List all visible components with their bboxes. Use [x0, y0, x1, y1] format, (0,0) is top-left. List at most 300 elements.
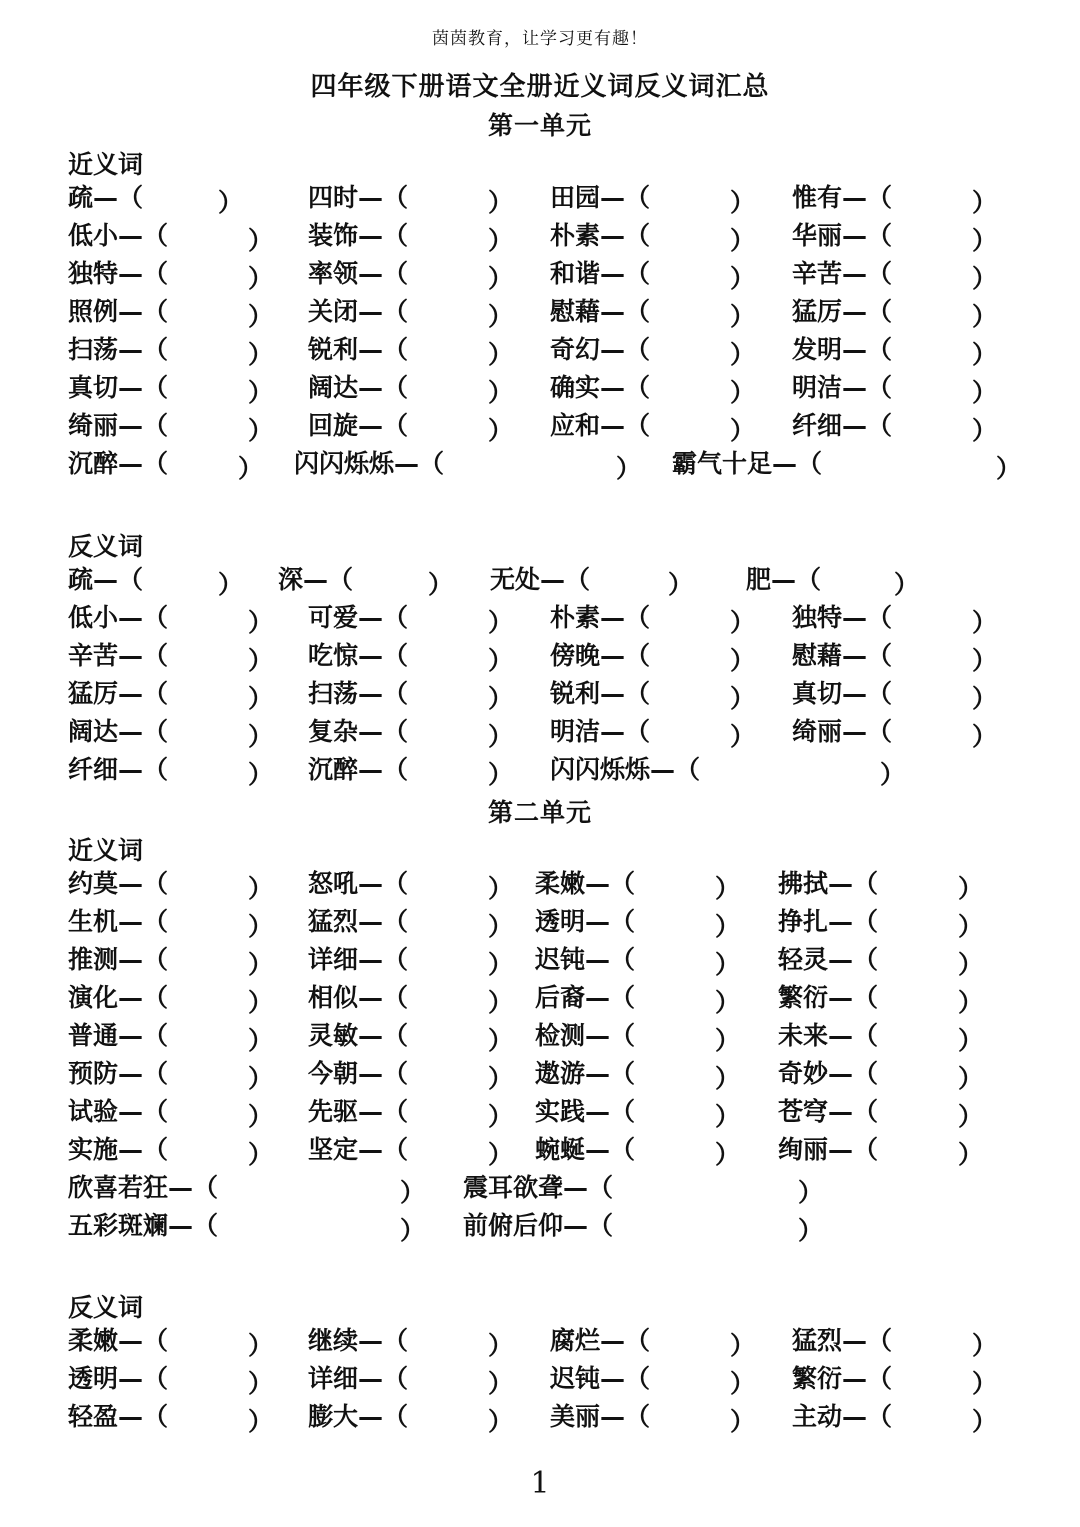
answer-blank-close[interactable]: ） [488, 608, 514, 637]
answer-blank-close[interactable]: ） [428, 570, 454, 599]
word-item [68, 907, 168, 937]
word-item [308, 1326, 408, 1356]
answer-blank-close[interactable]: ） [730, 1407, 756, 1436]
answer-blank-close[interactable]: ） [488, 760, 514, 789]
answer-blank-close[interactable]: ） [730, 1331, 756, 1360]
word-prompt: 绮丽—（ [68, 411, 169, 440]
answer-blank-close[interactable]: ） [248, 1064, 274, 1093]
word-item [308, 259, 408, 289]
answer-blank-close[interactable]: ） [400, 1178, 426, 1207]
answer-blank-close[interactable]: ） [715, 988, 741, 1017]
word-row [68, 755, 1028, 793]
word-prompt: 奇幻—（ [550, 335, 651, 364]
section-label: 反义词 [68, 532, 144, 561]
answer-blank-close[interactable]: ） [730, 684, 756, 713]
word-item [792, 411, 892, 441]
answer-blank-close[interactable]: ） [958, 1026, 984, 1055]
word-item [308, 297, 408, 327]
answer-blank-close[interactable]: ） [488, 340, 514, 369]
word-row [68, 679, 1028, 717]
answer-blank-close[interactable]: ） [488, 416, 514, 445]
header-slogan: 茵茵教育，让学习更有趣！ [432, 29, 648, 49]
word-item [68, 1097, 168, 1127]
word-prompt: 锐利—（ [550, 679, 651, 708]
word-prompt: 独特—（ [68, 259, 169, 288]
word-item [550, 641, 650, 671]
word-item [294, 449, 444, 479]
answer-blank-close[interactable]: ） [972, 1369, 998, 1398]
answer-blank-close[interactable]: ） [958, 874, 984, 903]
word-prompt: 真切—（ [68, 373, 169, 402]
answer-blank-close[interactable]: ） [248, 1026, 274, 1055]
word-item [68, 983, 168, 1013]
word-prompt: 沉醉—（ [308, 755, 409, 784]
word-item [308, 945, 408, 975]
word-item [308, 221, 408, 251]
word-prompt: 试验—（ [68, 1097, 169, 1126]
answer-blank-close[interactable]: ） [972, 340, 998, 369]
word-prompt: 慰藉—（ [550, 297, 651, 326]
word-prompt: 灵敏—（ [308, 1021, 409, 1050]
word-prompt: 纤细—（ [68, 755, 169, 784]
word-prompt: 坚定—（ [308, 1135, 409, 1164]
word-row [68, 907, 1028, 945]
answer-blank-close[interactable]: ） [798, 1178, 824, 1207]
word-item [68, 411, 168, 441]
word-prompt: 今朝—（ [308, 1059, 409, 1088]
answer-blank-close[interactable]: ） [730, 264, 756, 293]
word-row [68, 1135, 1028, 1173]
answer-blank-close[interactable]: ） [488, 1102, 514, 1131]
word-prompt: 迟钝—（ [550, 1364, 651, 1393]
answer-blank-close[interactable]: ） [894, 570, 920, 599]
answer-blank-close[interactable]: ） [730, 226, 756, 255]
word-row [68, 449, 1028, 487]
word-item [535, 945, 635, 975]
word-prompt: 遨游—（ [535, 1059, 636, 1088]
answer-blank-close[interactable]: ） [248, 416, 274, 445]
word-prompt: 猛烈—（ [792, 1326, 893, 1355]
word-item [792, 1402, 892, 1432]
word-item [308, 1135, 408, 1165]
word-prompt: 阔达—（ [308, 373, 409, 402]
answer-blank-close[interactable]: ） [248, 646, 274, 675]
word-prompt: 五彩斑斓—（ [68, 1211, 219, 1240]
word-row [68, 259, 1028, 297]
answer-blank-close[interactable]: ） [730, 722, 756, 751]
answer-blank-close[interactable]: ） [958, 950, 984, 979]
word-row [68, 1211, 1028, 1249]
word-prompt: 华丽—（ [792, 221, 893, 250]
word-prompt: 复杂—（ [308, 717, 409, 746]
word-prompt: 普通—（ [68, 1021, 169, 1050]
word-item [308, 983, 408, 1013]
answer-blank-close[interactable]: ） [248, 1331, 274, 1360]
word-prompt: 检测—（ [535, 1021, 636, 1050]
answer-blank-close[interactable]: ） [972, 188, 998, 217]
word-item [68, 221, 168, 251]
word-prompt: 详细—（ [308, 1364, 409, 1393]
word-row [68, 983, 1028, 1021]
answer-blank-close[interactable]: ） [488, 1140, 514, 1169]
word-item [68, 679, 168, 709]
unit-title: 第二单元 [487, 798, 592, 827]
word-prompt: 朴素—（ [550, 221, 651, 250]
word-prompt: 低小—（ [68, 221, 169, 250]
word-item [308, 907, 408, 937]
word-prompt: 相似—（ [308, 983, 409, 1012]
word-item [778, 983, 878, 1013]
answer-blank-close[interactable]: ） [730, 378, 756, 407]
word-item [68, 869, 168, 899]
answer-blank-close[interactable]: ） [958, 912, 984, 941]
answer-blank-close[interactable]: ） [488, 684, 514, 713]
word-item [463, 1211, 613, 1241]
word-item [68, 603, 168, 633]
answer-blank-close[interactable]: ） [730, 340, 756, 369]
word-prompt: 田园—（ [550, 183, 651, 212]
word-prompt: 惟有—（ [792, 183, 893, 212]
word-item [778, 1021, 878, 1051]
word-item [550, 297, 650, 327]
answer-blank-close[interactable]: ） [248, 264, 274, 293]
word-prompt: 苍穹—（ [778, 1097, 879, 1126]
answer-blank-close[interactable]: ） [488, 302, 514, 331]
answer-blank-close[interactable]: ） [715, 912, 741, 941]
word-prompt: 轻灵—（ [778, 945, 879, 974]
answer-blank-close[interactable]: ） [972, 1407, 998, 1436]
word-prompt: 傍晚—（ [550, 641, 651, 670]
answer-blank-close[interactable]: ） [972, 1331, 998, 1360]
word-item [550, 373, 650, 403]
word-item [550, 717, 650, 747]
unit-title: 第一单元 [487, 111, 592, 140]
word-item [308, 717, 408, 747]
word-item [308, 755, 408, 785]
answer-blank-close[interactable]: ） [715, 874, 741, 903]
word-item [68, 1326, 168, 1356]
word-item [68, 641, 168, 671]
answer-blank-close[interactable]: ） [972, 264, 998, 293]
word-prompt: 低小—（ [68, 603, 169, 632]
page-number: 1 [530, 1466, 550, 1501]
word-prompt: 四时—（ [308, 183, 409, 212]
answer-blank-close[interactable]: ） [248, 378, 274, 407]
word-prompt: 朴素—（ [550, 603, 651, 632]
word-item [550, 679, 650, 709]
word-item [68, 449, 168, 479]
word-prompt: 可爱—（ [308, 603, 409, 632]
word-row [68, 1059, 1028, 1097]
word-prompt: 约莫—（ [68, 869, 169, 898]
word-prompt: 挣扎—（ [778, 907, 879, 936]
word-item [68, 945, 168, 975]
word-prompt: 先驱—（ [308, 1097, 409, 1126]
answer-blank-close[interactable]: ） [218, 570, 244, 599]
word-item [778, 869, 878, 899]
word-item [550, 183, 650, 213]
word-row [68, 1326, 1028, 1364]
answer-blank-close[interactable]: ） [715, 1064, 741, 1093]
word-item [463, 1173, 613, 1203]
answer-blank-close[interactable]: ） [668, 570, 694, 599]
answer-blank-close[interactable]: ） [488, 1369, 514, 1398]
answer-blank-close[interactable]: ） [248, 912, 274, 941]
answer-blank-close[interactable]: ） [248, 722, 274, 751]
word-prompt: 关闭—（ [308, 297, 409, 326]
answer-blank-close[interactable]: ） [972, 608, 998, 637]
word-prompt: 奇妙—（ [778, 1059, 879, 1088]
word-prompt: 拂拭—（ [778, 869, 879, 898]
word-prompt: 继续—（ [308, 1326, 409, 1355]
answer-blank-close[interactable]: ） [488, 378, 514, 407]
answer-blank-close[interactable]: ） [972, 226, 998, 255]
answer-blank-close[interactable]: ） [488, 188, 514, 217]
answer-blank-close[interactable]: ） [248, 988, 274, 1017]
answer-blank-close[interactable]: ） [488, 226, 514, 255]
answer-blank-close[interactable]: ） [972, 302, 998, 331]
word-item [68, 183, 143, 213]
word-item [308, 1097, 408, 1127]
word-item [550, 603, 650, 633]
word-prompt: 后裔—（ [535, 983, 636, 1012]
word-row [68, 1402, 1028, 1440]
word-prompt: 震耳欲聋—（ [463, 1173, 614, 1202]
word-prompt: 繁衍—（ [792, 1364, 893, 1393]
answer-blank-close[interactable]: ） [488, 1026, 514, 1055]
word-item [778, 907, 878, 937]
word-prompt: 生机—（ [68, 907, 169, 936]
answer-blank-close[interactable]: ） [248, 1140, 274, 1169]
word-item [792, 1326, 892, 1356]
word-row [68, 183, 1028, 221]
word-row [68, 869, 1028, 907]
word-prompt: 透明—（ [68, 1364, 169, 1393]
answer-blank-close[interactable]: ） [730, 646, 756, 675]
answer-blank-close[interactable]: ） [715, 950, 741, 979]
answer-blank-close[interactable]: ） [798, 1216, 824, 1245]
word-row [68, 717, 1028, 755]
answer-blank-close[interactable]: ） [972, 416, 998, 445]
answer-blank-close[interactable]: ） [488, 722, 514, 751]
word-prompt: 闪闪烁烁—（ [294, 449, 445, 478]
word-prompt: 吃惊—（ [308, 641, 409, 670]
word-row [68, 411, 1028, 449]
word-item [792, 603, 892, 633]
word-item [68, 1211, 218, 1241]
word-prompt: 柔嫩—（ [68, 1326, 169, 1355]
answer-blank-close[interactable]: ） [248, 608, 274, 637]
word-item [792, 717, 892, 747]
word-prompt: 膨大—（ [308, 1402, 409, 1431]
word-row [68, 641, 1028, 679]
word-prompt: 美丽—（ [550, 1402, 651, 1431]
word-item [672, 449, 822, 479]
answer-blank-close[interactable]: ） [248, 1102, 274, 1131]
word-prompt: 详细—（ [308, 945, 409, 974]
word-prompt: 猛厉—（ [792, 297, 893, 326]
word-prompt: 慰藉—（ [792, 641, 893, 670]
word-prompt: 独特—（ [792, 603, 893, 632]
word-prompt: 率领—（ [308, 259, 409, 288]
answer-blank-close[interactable]: ） [218, 188, 244, 217]
answer-blank-close[interactable]: ） [248, 302, 274, 331]
word-row [68, 335, 1028, 373]
word-item [308, 1059, 408, 1089]
word-prompt: 无处—（ [490, 565, 591, 594]
answer-blank-close[interactable]: ） [488, 1331, 514, 1360]
answer-blank-close[interactable]: ） [958, 988, 984, 1017]
word-item [535, 1135, 635, 1165]
answer-blank-close[interactable]: ） [248, 874, 274, 903]
word-prompt: 实施—（ [68, 1135, 169, 1164]
word-prompt: 扫荡—（ [68, 335, 169, 364]
word-item [308, 183, 408, 213]
answer-blank-close[interactable]: ） [730, 302, 756, 331]
word-item [792, 221, 892, 251]
word-item [792, 373, 892, 403]
answer-blank-close[interactable]: ） [715, 1102, 741, 1131]
answer-blank-close[interactable]: ） [248, 950, 274, 979]
answer-blank-close[interactable]: ） [488, 988, 514, 1017]
word-item [68, 1173, 218, 1203]
word-prompt: 深—（ [278, 565, 354, 594]
word-prompt: 回旋—（ [308, 411, 409, 440]
word-item [68, 1021, 168, 1051]
word-item [68, 1364, 168, 1394]
word-row [68, 1173, 1028, 1211]
answer-blank-close[interactable]: ） [488, 646, 514, 675]
word-row [68, 1097, 1028, 1135]
answer-blank-close[interactable]: ） [972, 378, 998, 407]
answer-blank-close[interactable]: ） [880, 760, 906, 789]
answer-blank-close[interactable]: ） [248, 684, 274, 713]
word-prompt: 明洁—（ [792, 373, 893, 402]
word-prompt: 迟钝—（ [535, 945, 636, 974]
word-prompt: 预防—（ [68, 1059, 169, 1088]
answer-blank-close[interactable]: ） [248, 340, 274, 369]
answer-blank-close[interactable]: ） [616, 454, 642, 483]
word-row [68, 297, 1028, 335]
answer-blank-close[interactable]: ） [488, 1064, 514, 1093]
answer-blank-close[interactable]: ） [730, 188, 756, 217]
word-row [68, 945, 1028, 983]
word-prompt: 主动—（ [792, 1402, 893, 1431]
word-prompt: 腐烂—（ [550, 1326, 651, 1355]
word-item [308, 335, 408, 365]
answer-blank-close[interactable]: ） [730, 1369, 756, 1398]
word-prompt: 纤细—（ [792, 411, 893, 440]
answer-blank-close[interactable]: ） [972, 684, 998, 713]
section-label: 反义词 [68, 1293, 144, 1322]
answer-blank-close[interactable]: ） [715, 1140, 741, 1169]
word-item [535, 1059, 635, 1089]
answer-blank-close[interactable]: ） [248, 1369, 274, 1398]
word-prompt: 霸气十足—（ [672, 449, 823, 478]
word-prompt: 柔嫩—（ [535, 869, 636, 898]
answer-blank-close[interactable]: ） [972, 722, 998, 751]
answer-blank-close[interactable]: ） [715, 1026, 741, 1055]
word-item [490, 565, 590, 595]
word-item [535, 1021, 635, 1051]
section-label: 近义词 [68, 150, 144, 179]
answer-blank-close[interactable]: ） [248, 226, 274, 255]
answer-blank-close[interactable]: ） [730, 608, 756, 637]
word-prompt: 疏—（ [68, 565, 144, 594]
word-item [792, 1364, 892, 1394]
word-row [68, 373, 1028, 411]
answer-blank-close[interactable]: ） [238, 454, 264, 483]
word-item [550, 755, 700, 785]
word-item [550, 1402, 650, 1432]
word-prompt: 繁衍—（ [778, 983, 879, 1012]
word-item [792, 183, 892, 213]
word-item [535, 869, 635, 899]
word-item [792, 679, 892, 709]
answer-blank-close[interactable]: ） [488, 950, 514, 979]
word-row [68, 1364, 1028, 1402]
answer-blank-close[interactable]: ） [400, 1216, 426, 1245]
word-item [778, 1059, 878, 1089]
word-prompt: 和谐—（ [550, 259, 651, 288]
word-item [792, 641, 892, 671]
answer-blank-close[interactable]: ） [248, 1407, 274, 1436]
answer-blank-close[interactable]: ） [972, 646, 998, 675]
word-item [792, 335, 892, 365]
answer-blank-close[interactable]: ） [248, 760, 274, 789]
word-prompt: 辛苦—（ [792, 259, 893, 288]
word-prompt: 实践—（ [535, 1097, 636, 1126]
word-row [68, 221, 1028, 259]
word-item [778, 945, 878, 975]
word-prompt: 沉醉—（ [68, 449, 169, 478]
word-prompt: 照例—（ [68, 297, 169, 326]
answer-blank-close[interactable]: ） [488, 264, 514, 293]
word-prompt: 演化—（ [68, 983, 169, 1012]
word-row [68, 603, 1028, 641]
word-item [68, 373, 168, 403]
word-prompt: 轻盈—（ [68, 1402, 169, 1431]
word-item [68, 755, 168, 785]
word-prompt: 怒吼—（ [308, 869, 409, 898]
word-item [746, 565, 821, 595]
word-prompt: 前俯后仰—（ [463, 1211, 614, 1240]
answer-blank-close[interactable]: ） [958, 1102, 984, 1131]
word-item [778, 1097, 878, 1127]
word-prompt: 扫荡—（ [308, 679, 409, 708]
word-item [550, 411, 650, 441]
answer-blank-close[interactable]: ） [996, 454, 1022, 483]
answer-blank-close[interactable]: ） [488, 874, 514, 903]
word-item [535, 907, 635, 937]
answer-blank-close[interactable]: ） [958, 1064, 984, 1093]
word-prompt: 欣喜若狂—（ [68, 1173, 219, 1202]
word-item [68, 297, 168, 327]
answer-blank-close[interactable]: ） [958, 1140, 984, 1169]
answer-blank-close[interactable]: ） [488, 1407, 514, 1436]
word-prompt: 确实—（ [550, 373, 651, 402]
word-row [68, 1021, 1028, 1059]
word-item [308, 411, 408, 441]
word-item [68, 1135, 168, 1165]
word-item [550, 335, 650, 365]
word-prompt: 推测—（ [68, 945, 169, 974]
word-prompt: 阔达—（ [68, 717, 169, 746]
answer-blank-close[interactable]: ） [488, 912, 514, 941]
word-item [278, 565, 353, 595]
word-item [68, 335, 168, 365]
answer-blank-close[interactable]: ） [730, 416, 756, 445]
